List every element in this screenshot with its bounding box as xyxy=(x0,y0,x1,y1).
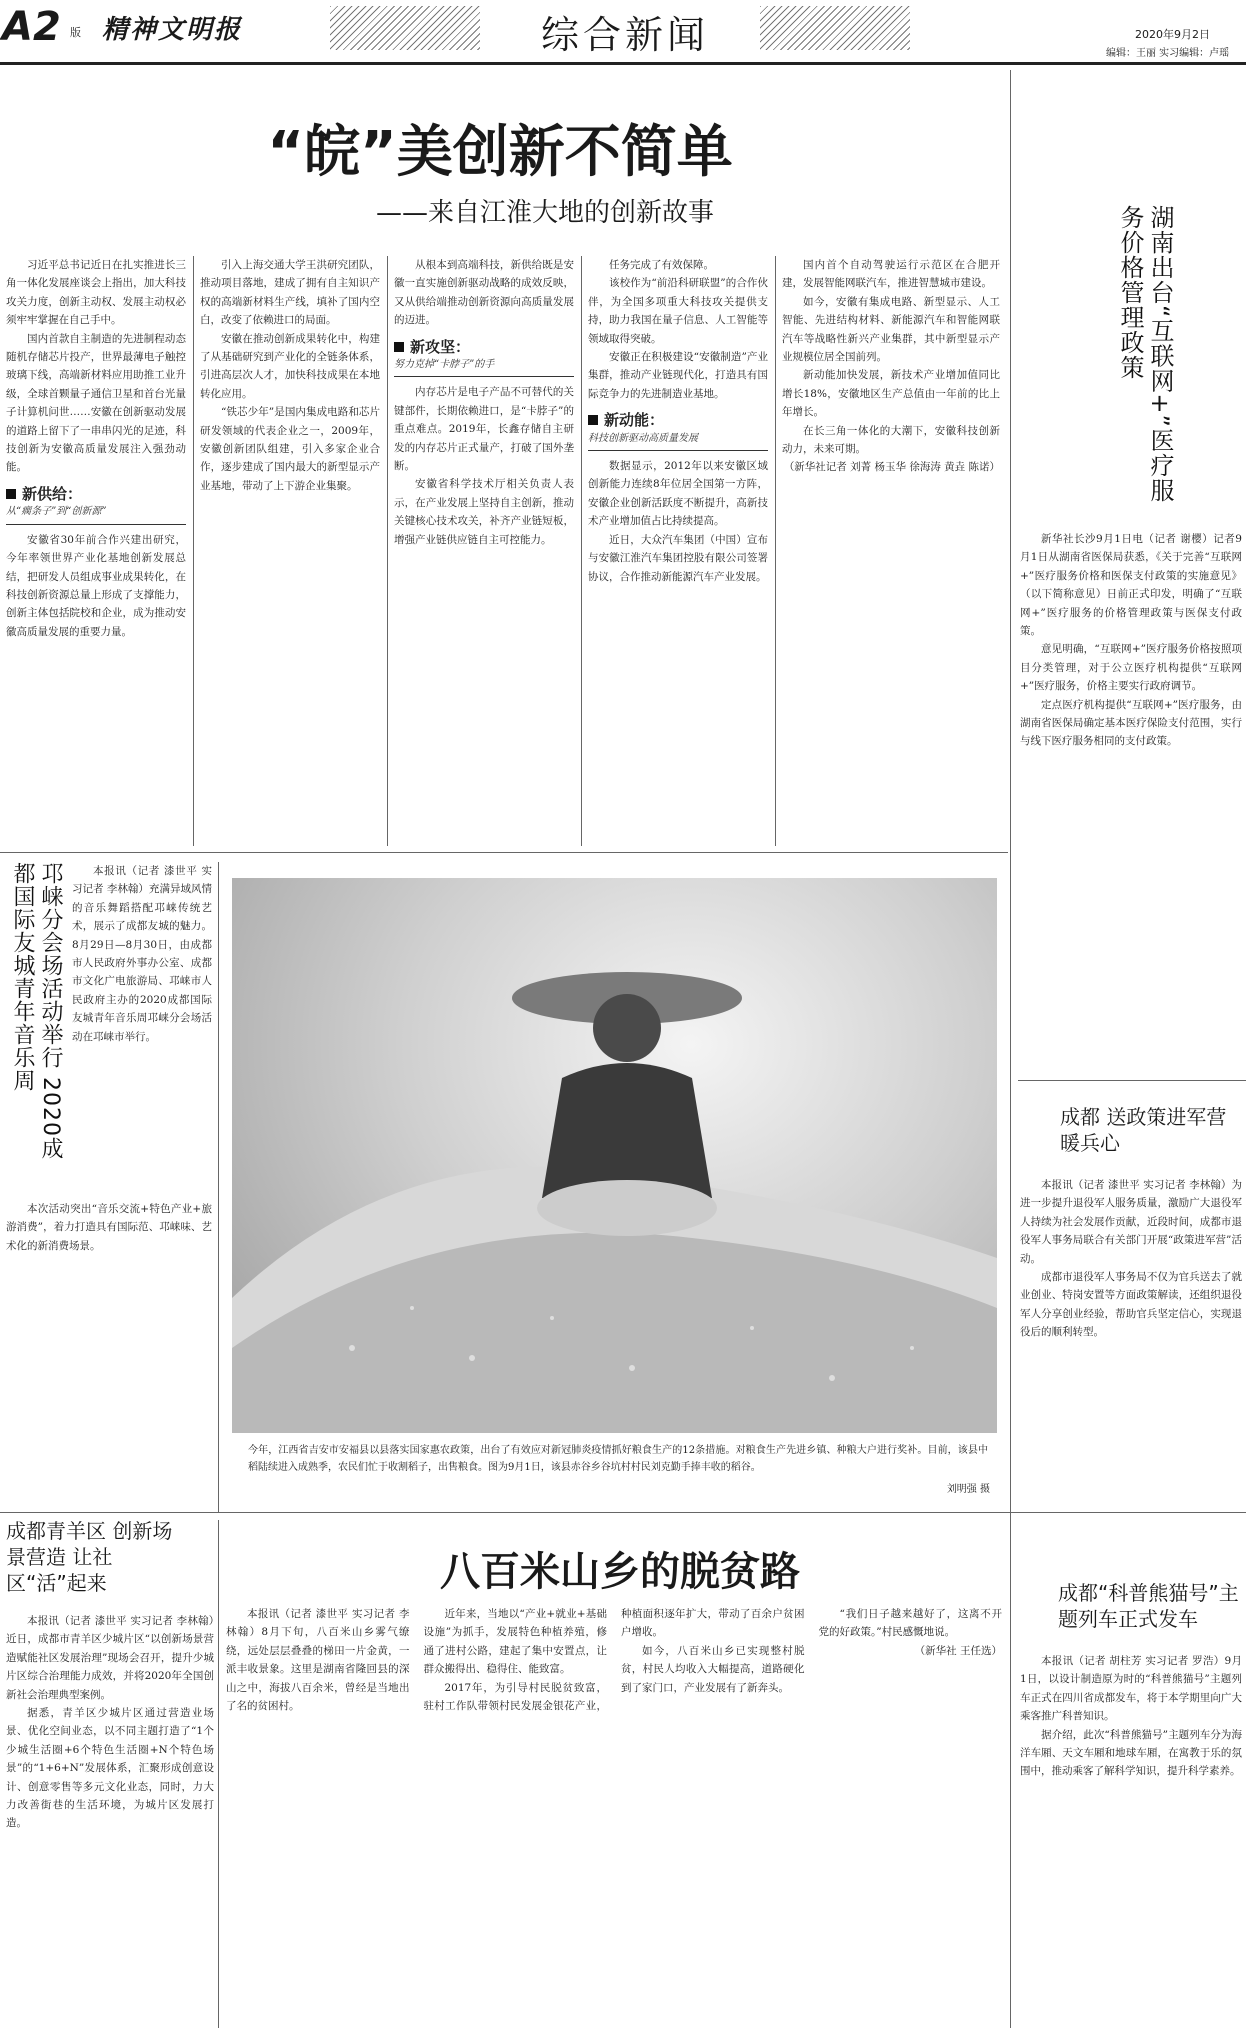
paragraph: 本报讯（记者 漆世平 实习记者 李林翰）为进一步提升退役军人服务质量，激励广大退役军人持续为社会发展作贡献，近段时间，成都市退役军人事务局联合有关部门开展“政策进军营”活动。 xyxy=(1020,1179,1242,1265)
section-marker-icon xyxy=(588,415,598,425)
paragraph: 在长三角一体化的大潮下，安徽科技创新动力，未来可期。 xyxy=(782,424,1000,456)
photo-credit: 刘明强 摄 xyxy=(946,1484,990,1495)
sidebar-divider xyxy=(1010,70,1011,1605)
lead-column-4 xyxy=(588,256,768,846)
lead-column-5 xyxy=(782,256,1000,846)
lead-subheadline: ——来自江淮大地的创新故事 xyxy=(375,198,714,228)
paragraph: 成都市退役军人事务局不仅为官兵送去了就业创业、特岗安置等方面政策解读，还组织退役军人分享创业经验，帮助官兵坚定信心，实现退役后的顺利转型。 xyxy=(1020,1271,1242,1339)
paragraph: 本次活动突出“音乐交流+特色产业+旅游消费”，着力打造具有国际范、邛崃味、艺术化的新消费场景。 xyxy=(6,1203,212,1252)
paragraph: 安徽正在积极建设“安徽制造”产业集群，推动产业链现代化，打造具有国际竞争力的先进制造业基地。 xyxy=(588,351,768,400)
bottom-left-body xyxy=(6,1612,214,2030)
masthead-stripes xyxy=(330,6,480,50)
paragraph: “铁芯少年”是国内集成电路和芯片研发领域的代表企业之一，2009年，安徽创新团队组建，引入多家企业合作，逐步建成了国内最大的新型显示产业基地，带动了上下游企业集聚。 xyxy=(200,406,380,492)
paragraph: 安徽省30年前合作兴建出研究，今年率领世界产业化基地创新发展总结，把研发人员组成事业成果转化，在科技创新资源总量上形成了支撑能力，创新主体包括院校和企业，成为推动安徽高质量发展的重要力量。 xyxy=(6,533,186,638)
byline: （新华社记者 刘菁 杨玉华 徐海涛 黄垚 陈诺） xyxy=(783,461,1000,474)
paper-name-logo: 精神文明报 xyxy=(102,15,243,45)
issue-date: 2020年9月2日 xyxy=(1135,28,1210,41)
paragraph: 本报讯（记者 漆世平 实习记者 李林翰）近日，成都市青羊区少城片区“以创新场景营造赋能社区发展治理”现场会召开，提升少城片区综合治理能力成效，并将2020年全国创新社会治理典型案例。 xyxy=(6,1615,214,1701)
masthead-stripes-right xyxy=(760,6,910,50)
byline: （新华社 王任选） xyxy=(914,1644,1002,1657)
section-marker-icon xyxy=(394,342,404,352)
paragraph: 该校作为“前沿科研联盟”的合作伙伴，为全国多项重大科技攻关提供支持，助力我国在量子信息、人工智能等领域取得突破。 xyxy=(588,277,768,345)
lead-column-3 xyxy=(394,256,574,846)
section-heading: 新供给： xyxy=(6,485,186,503)
paragraph: 如今，安徽有集成电路、新型显示、人工智能、先进结构材料、新能源汽车和智能网联汽车等战略性新兴产业集群，其中新型显示产业规模位居全国前列。 xyxy=(782,295,1000,364)
right-story-1-title: 成都 送政策进军营暖兵心 xyxy=(1060,1105,1227,1155)
paragraph: 任务完成了有效保障。 xyxy=(609,259,714,271)
photo-illustration xyxy=(232,878,997,1433)
editor-credits: 编辑：王丽 实习编辑：卢瑶 xyxy=(1106,48,1230,59)
paragraph: 数据显示，2012年以来安徽区域创新能力连续8年位居全国第一方阵，安徽企业创新活跃度不断提升，高新技术产业增加值占比持续提高。 xyxy=(588,460,768,528)
masthead-rule xyxy=(0,62,1246,65)
column-divider xyxy=(581,256,582,846)
masthead xyxy=(0,0,1246,66)
paragraph: “我们日子越来越好了，这离不开党的好政策。”村民感慨地说。 xyxy=(818,1608,1002,1639)
section-divider xyxy=(1018,1080,1246,1081)
paragraph: 意见明确，“互联网+”医疗服务价格按照项目分类管理，对于公立医疗机构提供“互联网+”医疗服务，价格主要实行政府调节。 xyxy=(1020,643,1242,693)
paragraph: 内存芯片是电子产品不可替代的关键部件，长期依赖进口，是“卡脖子”的重点难点。2019年，长鑫存储自主研发的内存芯片正式量产，打破了国外垄断。 xyxy=(394,386,574,473)
right-story-1-body xyxy=(1020,1176,1242,1596)
paragraph: 近日，大众汽车集团（中国）宣布与安徽江淮汽车集团控股有限公司签署协议，合作推动新能源汽车产业发展。 xyxy=(588,533,768,583)
section-note: 科技创新驱动高质量发展 xyxy=(588,430,768,451)
paragraph: 新华社长沙9月1日电（记者 谢樱）记者9月1日从湖南省医保局获悉，《关于完善“互联网+”医疗服务价格和医保支付政策的实施意见》（以下简称意见）日前正式印发，明确了“互联网+”医疗服务的价格管理政策与医保支付政策。 xyxy=(1020,533,1242,638)
section-marker-icon xyxy=(6,489,16,499)
bottom-left-title: 成都青羊区 创新场景营造 让社区“活”起来 xyxy=(6,1519,173,1595)
page-number-suffix: 版 xyxy=(70,26,81,39)
news-photo xyxy=(232,878,997,1433)
sidebar-top-title: 湖南出台“互联网+”医疗服务价格管理政策 xyxy=(1116,205,1174,503)
column-divider xyxy=(1010,1520,1011,2028)
column-divider xyxy=(387,256,388,846)
page-number: A2 xyxy=(2,4,61,50)
section-divider xyxy=(0,852,1008,853)
column-divider xyxy=(218,1520,219,2028)
left-story-body-cont xyxy=(6,1200,212,1530)
column-divider xyxy=(193,256,194,846)
lead-headline: “皖”美创新不简单 xyxy=(267,120,733,185)
left-story-title: 邛崃分会场活动举行 2020成都国际友城青年音乐周 xyxy=(10,862,63,1160)
paragraph: 从根本到高端科技，新供给既是安徽一直实施创新驱动战略的成效反映，又从供给端推动创新资源向高质量发展的迈进。 xyxy=(394,259,574,327)
paragraph: 国内首款自主制造的先进制程动态随机存储芯片投产，世界最薄电子触控玻璃下线，高端新材料应用助推工业升级，全球首颗量子通信卫星和首台光量子计算机问世……安徽在创新驱动发展的道路上留下了一串串闪光的足迹，科技创新为安徽高质量发展注入强劲动能。 xyxy=(6,332,186,474)
paragraph: 引入上海交通大学王洪研究团队，推动项目落地，建成了拥有自主知识产权的高端新材料生产线，填补了国内空白，改变了依赖进口的局面。 xyxy=(200,259,380,327)
column-divider xyxy=(218,862,219,1512)
photo-caption: 今年，江西省吉安市安福县以县落实国家惠农政策，出台了有效应对新冠肺炎疫情抓好粮食生产的12条措施。对粮食生产先进乡镇、种粮大户进行奖补。目前，该县中稻陆续进入成熟季，农民们忙于收割稻子，出售粮食。图为9月1日，该县赤谷乡谷坑村村民刘克勤手捧丰收的稻谷。 xyxy=(248,1445,988,1473)
paragraph: 习近平总书记近日在扎实推进长三角一体化发展座谈会上指出，加大科技攻关力度，创新主动权、发展主动权必须牢牢掌握在自己手中。 xyxy=(6,259,186,327)
bottom-story-body xyxy=(226,1605,1002,2030)
bottom-right-title: 成都“科普熊猫号”主题列车正式发车 xyxy=(1058,1581,1239,1631)
paragraph: 本报讯（记者 漆世平 实习记者 李林翰）8月下旬，八百米山乡雾气缭绕，远处层层叠叠的梯田一片金黄，一派丰收景象。这里是湖南省隆回县的深山之中，海拔八百余米，曾经是当地出了名的贫困村。 xyxy=(226,1608,410,1713)
paragraph: 如今，八百米山乡已实现整村脱贫，村民人均收入大幅提高，道路硬化到了家门口，产业发展有了新奔头。 xyxy=(621,1644,805,1694)
section-title: 综合新闻 xyxy=(540,13,709,57)
paragraph: 国内首个自动驾驶运行示范区在合肥开建，发展智能网联汽车，推进智慧城市建设。 xyxy=(782,259,1000,290)
paragraph: 安徽在推动创新成果转化中，构建了从基础研究到产业化的全链条体系，引进高层次人才，加快科技成果在本地转化应用。 xyxy=(200,332,380,400)
sidebar-top-body xyxy=(1020,530,1242,1010)
paragraph: 新动能加快发展，新技术产业增加值同比增长18%，安徽地区生产总值由一年前的比上年增长。 xyxy=(782,369,1000,419)
section-note: 从“瘸条子”到“创新源” xyxy=(6,503,186,524)
paragraph: 据悉，青羊区少城片区通过营造业场景、优化空间业态，以不同主题打造了“1个少城生活圈+6个特色生活圈+N个特色场景”的“1+6+N”发展体系，汇聚形成创意设计、创意零售等多元文化业态，同时，力大力改善街巷的生活环境，为城片区发展打造。 xyxy=(6,1707,214,1830)
column-divider xyxy=(775,256,776,846)
section-heading: 新攻坚： xyxy=(394,338,574,356)
paragraph: 本报讯（记者 漆世平 实习记者 李林翰）充满异域风情的音乐舞蹈搭配邛崃传统艺术，展示了成都友城的魅力。8月29日—8月30日，由成都市人民政府外事办公室、成都市文化广电旅游局、邛崃市人民政府主办的2020成都国际友城青年音乐周邛崃分会场活动在邛崃市举行。 xyxy=(72,865,212,1043)
lead-column-2 xyxy=(200,256,380,846)
paragraph: 2017年，为引导村民脱贫致富，驻村工作队带领村民发展金银花产业，种植面积逐年扩大，带动了百余户贫困户增收。 xyxy=(423,1608,805,1713)
paragraph: 本报讯（记者 胡柱芳 实习记者 罗浩）9月1日，以设计制造原为时的“科普熊猫号”主题列车正式在四川省成都发车，将于本学期里向广大乘客推广科普知识。 xyxy=(1020,1655,1242,1723)
lead-column-1 xyxy=(6,256,186,846)
bottom-right-body xyxy=(1020,1652,1242,2030)
paragraph: 据介绍，此次“科普熊猫号”主题列车分为海洋车厢、天文车厢和地球车厢，在寓教于乐的氛围中，推动乘客了解科学知识，提升科学素养。 xyxy=(1020,1728,1242,1778)
bottom-story-headline: 八百米山乡的脱贫路 xyxy=(440,1549,800,1595)
left-story-body xyxy=(72,862,212,1192)
paragraph: 安徽省科学技术厅相关负责人表示，在产业发展上坚持自主创新，推动关键核心技术攻关，补齐产业链短板，增强产业链供应链自主可控能力。 xyxy=(394,478,574,546)
paragraph: 近年来，当地以“产业+就业+基础设施”为抓手，发展特色种植养殖，修通了进村公路，建起了集中安置点，让群众搬得出、稳得住、能致富。 xyxy=(423,1608,607,1676)
section-note: 努力克掉“卡脖子”的手 xyxy=(394,356,574,377)
paragraph: 定点医疗机构提供“互联网+”医疗服务，由湖南省医保局确定基本医疗保险支付范围，实行与线下医疗服务相同的支付政策。 xyxy=(1020,698,1242,748)
section-divider xyxy=(0,1512,1246,1513)
section-heading: 新动能： xyxy=(588,411,768,429)
